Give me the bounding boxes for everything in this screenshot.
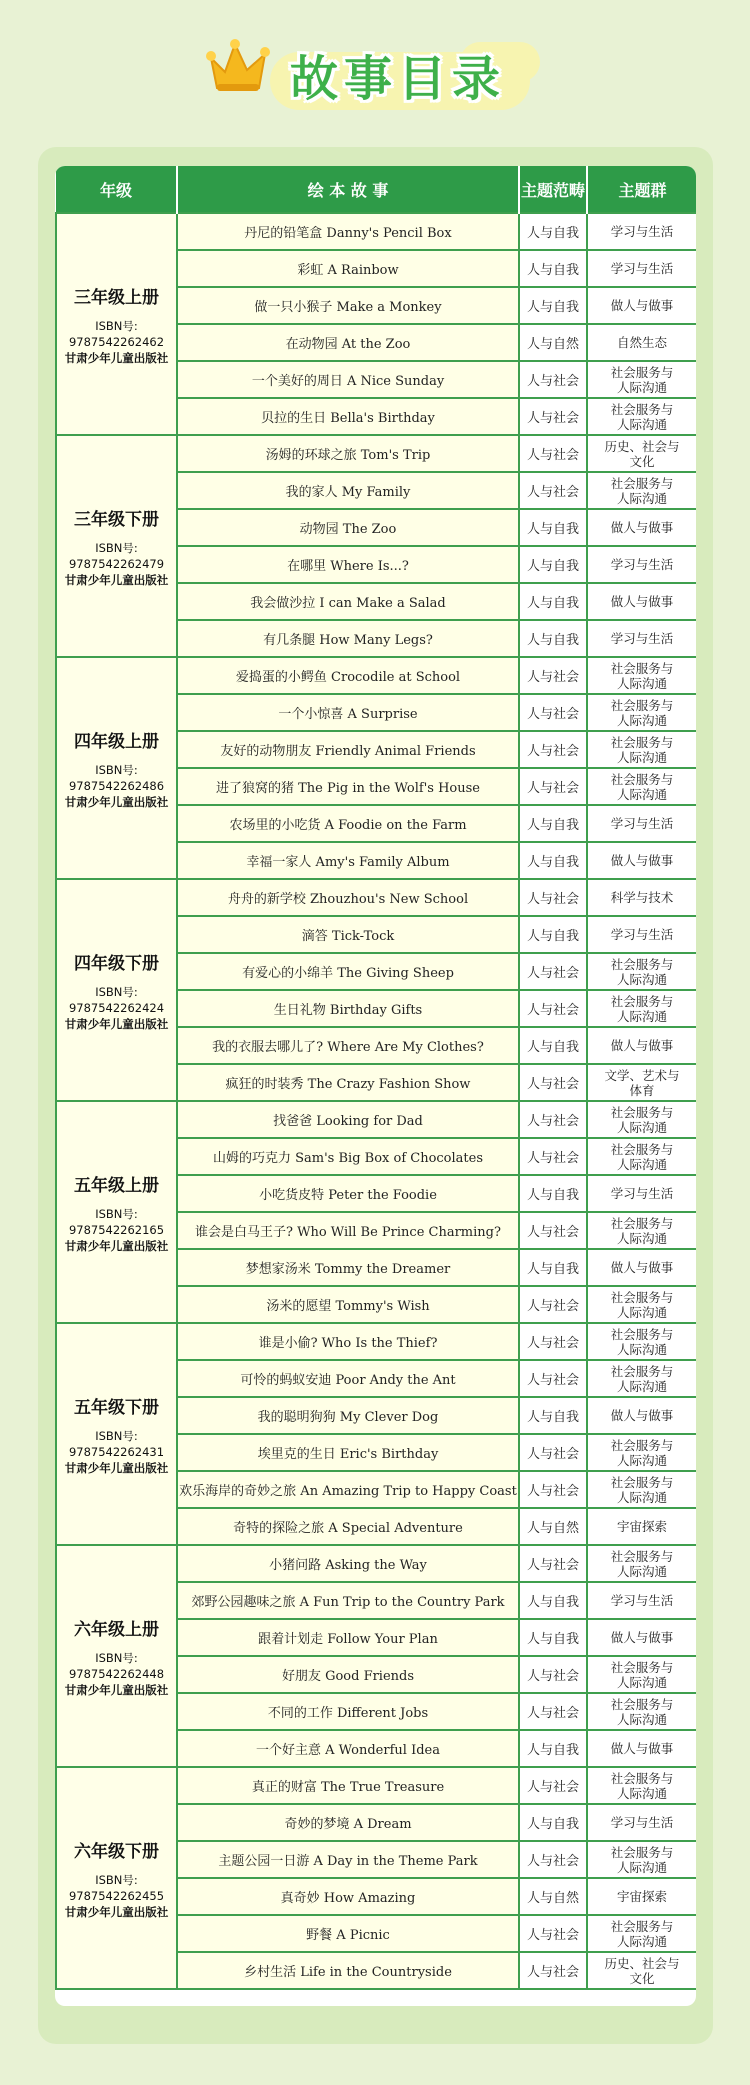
grade-name: 四年级下册 [74,953,159,974]
table-header-row [56,166,696,213]
theme-category: 人与社会 [519,731,587,768]
publisher-name: 甘肃少年儿童出版社 [64,572,169,587]
grade-name: 五年级上册 [74,1175,159,1196]
story-title: 幸福一家人 Amy's Family Album [177,842,519,879]
theme-category: 人与社会 [519,1064,587,1101]
theme-category: 人与社会 [519,953,587,990]
story-title: 在哪里 Where Is...? [177,546,519,583]
isbn-label: ISBN号: [95,318,138,333]
theme-group: 社会服务与 人际沟通 [587,1545,696,1582]
story-title: 郊野公园趣味之旅 A Fun Trip to the Country Park [177,1582,519,1619]
story-title: 进了狼窝的猪 The Pig in the Wolf's House [177,768,519,805]
theme-group: 学习与生活 [587,213,696,250]
theme-group: 社会服务与 人际沟通 [587,694,696,731]
theme-category: 人与社会 [519,657,587,694]
story-title: 做一只小猴子 Make a Monkey [177,287,519,324]
isbn-label: ISBN号: [95,1428,138,1443]
isbn-label: ISBN号: [95,540,138,555]
theme-category: 人与社会 [519,1693,587,1730]
grade-cell [56,435,177,657]
theme-category: 人与社会 [519,694,587,731]
story-title: 我的家人 My Family [177,472,519,509]
story-title: 欢乐海岸的奇妙之旅 An Amazing Trip to Happy Coast [177,1471,519,1508]
theme-category: 人与自然 [519,1508,587,1545]
theme-category: 人与社会 [519,1286,587,1323]
story-title: 爱捣蛋的小鳄鱼 Crocodile at School [177,657,519,694]
publisher-name: 甘肃少年儿童出版社 [64,1238,169,1253]
isbn-value: 9787542262455 [68,1888,165,1903]
theme-group: 社会服务与 人际沟通 [587,1915,696,1952]
theme-group: 社会服务与 人际沟通 [587,731,696,768]
header-grade: 年级 [56,166,177,213]
theme-group: 社会服务与 人际沟通 [587,953,696,990]
theme-category: 人与自我 [519,1175,587,1212]
isbn-value: 9787542262462 [68,334,165,349]
story-title: 一个好主意 A Wonderful Idea [177,1730,519,1767]
story-title: 可怜的蚂蚁安迪 Poor Andy the Ant [177,1360,519,1397]
theme-group: 学习与生活 [587,1175,696,1212]
theme-category: 人与社会 [519,1471,587,1508]
theme-category: 人与自我 [519,805,587,842]
grade-name: 四年级上册 [74,731,159,752]
isbn-label: ISBN号: [95,1206,138,1221]
story-title: 农场里的小吃货 A Foodie on the Farm [177,805,519,842]
theme-group: 做人与做事 [587,509,696,546]
story-title: 梦想家汤米 Tommy the Dreamer [177,1249,519,1286]
theme-category: 人与社会 [519,1841,587,1878]
story-title: 不同的工作 Different Jobs [177,1693,519,1730]
grade-cell [56,1767,177,1989]
story-title: 奇妙的梦境 A Dream [177,1804,519,1841]
theme-category: 人与自我 [519,1804,587,1841]
story-title: 汤米的愿望 Tommy's Wish [177,1286,519,1323]
isbn-label: ISBN号: [95,1650,138,1665]
theme-category: 人与自我 [519,1730,587,1767]
table-row [56,1545,696,1582]
theme-category: 人与社会 [519,1138,587,1175]
theme-group: 学习与生活 [587,620,696,657]
story-title: 跟着计划走 Follow Your Plan [177,1619,519,1656]
theme-category: 人与社会 [519,990,587,1027]
publisher-name: 甘肃少年儿童出版社 [64,1682,169,1697]
header-story: 绘 本 故 事 [177,166,519,213]
theme-group: 历史、社会与 文化 [587,1952,696,1989]
theme-group: 做人与做事 [587,287,696,324]
story-title: 生日礼物 Birthday Gifts [177,990,519,1027]
theme-group: 社会服务与 人际沟通 [587,1286,696,1323]
table-row [56,879,696,916]
header-theme: 主题范畴 [519,166,587,213]
theme-group: 自然生态 [587,324,696,361]
theme-category: 人与自我 [519,842,587,879]
theme-group: 社会服务与 人际沟通 [587,1212,696,1249]
theme-category: 人与社会 [519,1101,587,1138]
story-title: 丹尼的铅笔盒 Danny's Pencil Box [177,213,519,250]
theme-category: 人与社会 [519,1915,587,1952]
story-catalog-table-wrap [55,166,696,2006]
theme-category: 人与社会 [519,1434,587,1471]
theme-category: 人与社会 [519,472,587,509]
isbn-value: 9787542262431 [68,1444,165,1459]
theme-category: 人与自我 [519,213,587,250]
theme-category: 人与自然 [519,324,587,361]
theme-group: 宇宙探索 [587,1508,696,1545]
theme-group: 社会服务与 人际沟通 [587,1434,696,1471]
story-title: 我会做沙拉 I can Make a Salad [177,583,519,620]
story-title: 一个小惊喜 A Surprise [177,694,519,731]
theme-group: 社会服务与 人际沟通 [587,1767,696,1804]
title-banner [0,0,750,140]
theme-group: 学习与生活 [587,1804,696,1841]
grade-name: 三年级下册 [74,509,159,530]
theme-category: 人与自我 [519,287,587,324]
theme-group: 社会服务与 人际沟通 [587,1323,696,1360]
theme-group: 社会服务与 人际沟通 [587,1101,696,1138]
theme-group: 做人与做事 [587,1249,696,1286]
theme-category: 人与社会 [519,1323,587,1360]
theme-group: 社会服务与 人际沟通 [587,1656,696,1693]
theme-group: 学习与生活 [587,250,696,287]
theme-category: 人与自我 [519,1619,587,1656]
grade-name: 六年级上册 [74,1619,159,1640]
table-row [56,657,696,694]
story-title: 贝拉的生日 Bella's Birthday [177,398,519,435]
theme-category: 人与社会 [519,1360,587,1397]
theme-group: 社会服务与 人际沟通 [587,1360,696,1397]
publisher-name: 甘肃少年儿童出版社 [64,350,169,365]
story-title: 彩虹 A Rainbow [177,250,519,287]
grade-name: 六年级下册 [74,1841,159,1862]
theme-category: 人与社会 [519,768,587,805]
theme-group: 宇宙探索 [587,1878,696,1915]
table-row [56,1323,696,1360]
theme-group: 科学与技术 [587,879,696,916]
story-title: 一个美好的周日 A Nice Sunday [177,361,519,398]
theme-category: 人与自我 [519,620,587,657]
theme-category: 人与社会 [519,1545,587,1582]
story-title: 奇特的探险之旅 A Special Adventure [177,1508,519,1545]
theme-category: 人与社会 [519,1656,587,1693]
story-title: 找爸爸 Looking for Dad [177,1101,519,1138]
theme-group: 社会服务与 人际沟通 [587,768,696,805]
story-title: 小吃货皮特 Peter the Foodie [177,1175,519,1212]
theme-group: 学习与生活 [587,546,696,583]
story-title: 动物园 The Zoo [177,509,519,546]
isbn-label: ISBN号: [95,762,138,777]
theme-group: 社会服务与 人际沟通 [587,990,696,1027]
page-title: 故事目录 [290,51,507,107]
theme-category: 人与社会 [519,1212,587,1249]
story-title: 滴答 Tick-Tock [177,916,519,953]
grade-cell [56,1101,177,1323]
story-title: 有爱心的小绵羊 The Giving Sheep [177,953,519,990]
theme-group: 学习与生活 [587,1582,696,1619]
grade-name: 三年级上册 [74,287,159,308]
story-title: 舟舟的新学校 Zhouzhou's New School [177,879,519,916]
story-catalog-table [55,166,696,1990]
story-title: 山姆的巧克力 Sam's Big Box of Chocolates [177,1138,519,1175]
story-title: 友好的动物朋友 Friendly Animal Friends [177,731,519,768]
table-row [56,213,696,250]
grade-cell [56,1323,177,1545]
theme-category: 人与自我 [519,1582,587,1619]
theme-group: 做人与做事 [587,1619,696,1656]
story-title: 疯狂的时装秀 The Crazy Fashion Show [177,1064,519,1101]
theme-group: 社会服务与 人际沟通 [587,657,696,694]
grade-cell [56,1545,177,1767]
theme-group: 社会服务与 人际沟通 [587,1693,696,1730]
theme-group: 社会服务与 人际沟通 [587,1138,696,1175]
isbn-value: 9787542262448 [68,1666,165,1681]
theme-group: 做人与做事 [587,842,696,879]
theme-group: 社会服务与 人际沟通 [587,361,696,398]
theme-category: 人与社会 [519,1767,587,1804]
grade-name: 五年级下册 [74,1397,159,1418]
story-title: 谁是小偷? Who Is the Thief? [177,1323,519,1360]
grade-cell [56,657,177,879]
table-row [56,1767,696,1804]
theme-group: 社会服务与 人际沟通 [587,398,696,435]
story-title: 我的衣服去哪儿了? Where Are My Clothes? [177,1027,519,1064]
theme-group: 做人与做事 [587,1027,696,1064]
theme-group: 做人与做事 [587,1397,696,1434]
theme-category: 人与自我 [519,546,587,583]
theme-category: 人与自我 [519,509,587,546]
table-body [56,213,696,1989]
story-title: 真奇妙 How Amazing [177,1878,519,1915]
theme-group: 社会服务与 人际沟通 [587,1471,696,1508]
isbn-value: 9787542262165 [68,1222,165,1237]
isbn-label: ISBN号: [95,1872,138,1887]
story-title: 我的聪明狗狗 My Clever Dog [177,1397,519,1434]
theme-group: 社会服务与 人际沟通 [587,472,696,509]
publisher-name: 甘肃少年儿童出版社 [64,794,169,809]
story-title: 谁会是白马王子? Who Will Be Prince Charming? [177,1212,519,1249]
grade-cell [56,879,177,1101]
theme-category: 人与自我 [519,250,587,287]
theme-group: 学习与生活 [587,916,696,953]
grade-cell [56,213,177,435]
theme-group: 学习与生活 [587,805,696,842]
theme-category: 人与自我 [519,1249,587,1286]
theme-category: 人与社会 [519,879,587,916]
theme-category: 人与社会 [519,361,587,398]
table-row [56,1101,696,1138]
publisher-name: 甘肃少年儿童出版社 [64,1904,169,1919]
theme-group: 做人与做事 [587,1730,696,1767]
isbn-label: ISBN号: [95,984,138,999]
isbn-value: 9787542262486 [68,778,165,793]
theme-category: 人与社会 [519,435,587,472]
crown-icon [205,38,273,96]
theme-group: 文学、艺术与 体育 [587,1064,696,1101]
theme-category: 人与社会 [519,1952,587,1989]
theme-category: 人与社会 [519,398,587,435]
theme-category: 人与自我 [519,916,587,953]
story-title: 主题公园一日游 A Day in the Theme Park [177,1841,519,1878]
table-row [56,435,696,472]
story-title: 汤姆的环球之旅 Tom's Trip [177,435,519,472]
story-title: 好朋友 Good Friends [177,1656,519,1693]
theme-category: 人与自我 [519,1027,587,1064]
story-title: 乡村生活 Life in the Countryside [177,1952,519,1989]
theme-group: 做人与做事 [587,583,696,620]
isbn-value: 9787542262424 [68,1000,165,1015]
isbn-value: 9787542262479 [68,556,165,571]
story-title: 在动物园 At the Zoo [177,324,519,361]
publisher-name: 甘肃少年儿童出版社 [64,1016,169,1031]
story-title: 有几条腿 How Many Legs? [177,620,519,657]
theme-group: 历史、社会与 文化 [587,435,696,472]
theme-category: 人与自然 [519,1878,587,1915]
theme-category: 人与自我 [519,1397,587,1434]
story-title: 真正的财富 The True Treasure [177,1767,519,1804]
story-title: 埃里克的生日 Eric's Birthday [177,1434,519,1471]
theme-group: 社会服务与 人际沟通 [587,1841,696,1878]
theme-category: 人与自我 [519,583,587,620]
story-title: 野餐 A Picnic [177,1915,519,1952]
header-theme-group: 主题群 [587,166,696,213]
publisher-name: 甘肃少年儿童出版社 [64,1460,169,1475]
story-title: 小猪问路 Asking the Way [177,1545,519,1582]
